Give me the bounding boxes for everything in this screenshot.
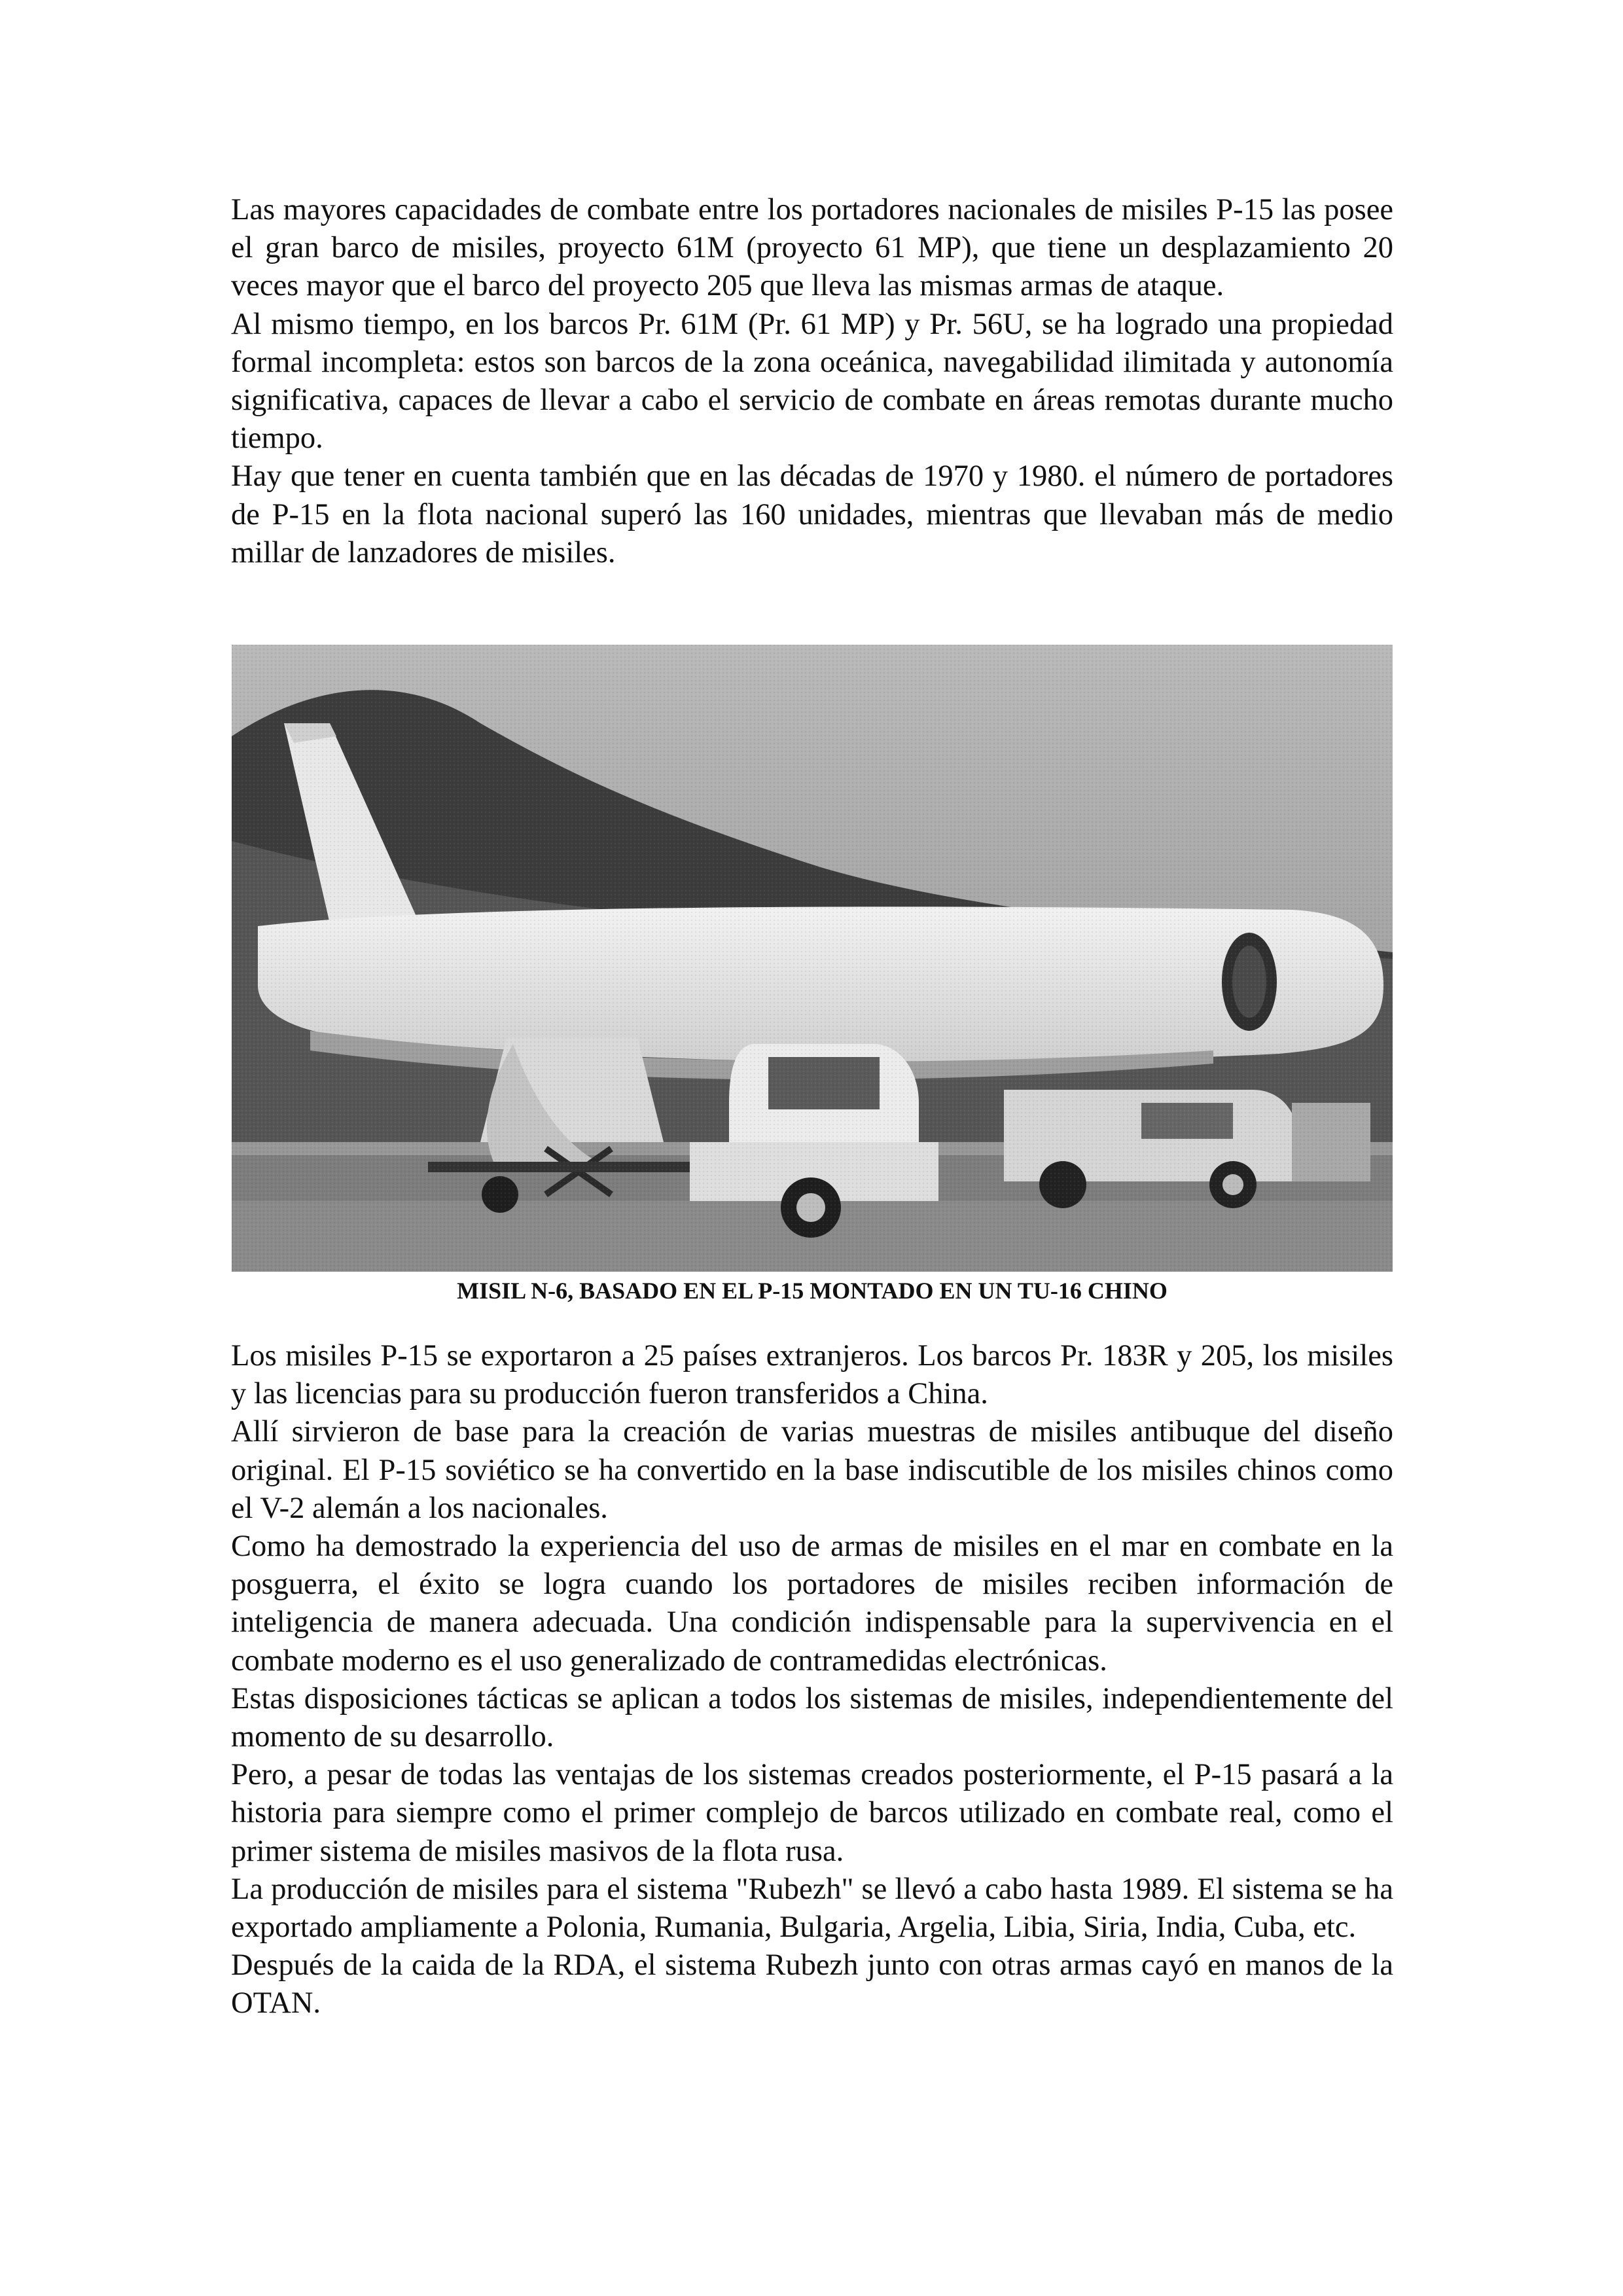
paragraph: Hay que tener en cuenta también que en las décadas de 1970 y 1980. el número de portadores de P-15 en la flota nacional superó las 160 unidades, mientras que llevaban más de medio millar de lanzadores de misiles. (231, 459, 1393, 569)
text-block-top (231, 191, 1393, 572)
paragraph: Estas disposiciones tácticas se aplican a todos los sistemas de misiles, independientemente del momento de su desarrollo. (231, 1681, 1393, 1754)
missile-photo (232, 645, 1393, 1272)
paragraph: La producción de misiles para el sistema "Rubezh" se llevó a cabo hasta 1989. El sistema se ha exportado ampliamente a Polonia, Rumania, Bulgaria, Argelia, Libia, Siria, India, Cuba, etc. (231, 1872, 1393, 1945)
paragraph: Como ha demostrado la experiencia del uso de armas de misiles en el mar en combate en la posguerra, el éxito se logra cuando los portadores de misiles reciben información de inteligencia de manera adecuada. Una condición indispensable para la supervivencia en el combate moderno es el uso generalizado de contramedidas electrónicas. (231, 1530, 1393, 1677)
paragraph: Allí sirvieron de base para la creación de varias muestras de misiles antibuque del diseño original. El P-15 soviético se ha convertido en la base indiscutible de los misiles chinos como el V-2 alemán a los nacionales. (231, 1415, 1393, 1525)
figure-caption: MISIL N-6, BASADO EN EL P-15 MONTADO EN UN TU-16 CHINO (457, 1278, 1168, 1304)
paragraph: Pero, a pesar de todas las ventajas de los sistemas creados posteriormente, el P-15 pasará a la historia para siempre como el primer complejo de barcos utilizado en combate real, como el primer sistema de misiles masivos de la flota rusa. (231, 1758, 1393, 1868)
text-block-bottom (231, 1337, 1393, 2023)
paragraph: Después de la caida de la RDA, el sistema Rubezh junto con otras armas cayó en manos de la OTAN. (231, 1948, 1393, 2020)
missile-photo-illustration (232, 645, 1393, 1272)
paragraph: Los misiles P-15 se exportaron a 25 países extranjeros. Los barcos Pr. 183R y 205, los misiles y las licencias para su producción fueron transferidos a China. (231, 1339, 1393, 1411)
paragraph: Las mayores capacidades de combate entre los portadores nacionales de misiles P-15 las posee el gran barco de misiles, proyecto 61M (proyecto 61 MP), que tiene un desplazamiento 20 veces mayor que el barco del proyecto 205 que lleva las mismas armas de ataque. (231, 193, 1393, 303)
paragraph: Al mismo tiempo, en los barcos Pr. 61M (Pr. 61 MP) y Pr. 56U, se ha logrado una propiedad formal incompleta: estos son barcos de la zona oceánica, navegabilidad ilimitada y autonomía significativa, capaces de llevar a cabo el servicio de combate en áreas remotas durante mucho tiempo. (231, 307, 1393, 456)
